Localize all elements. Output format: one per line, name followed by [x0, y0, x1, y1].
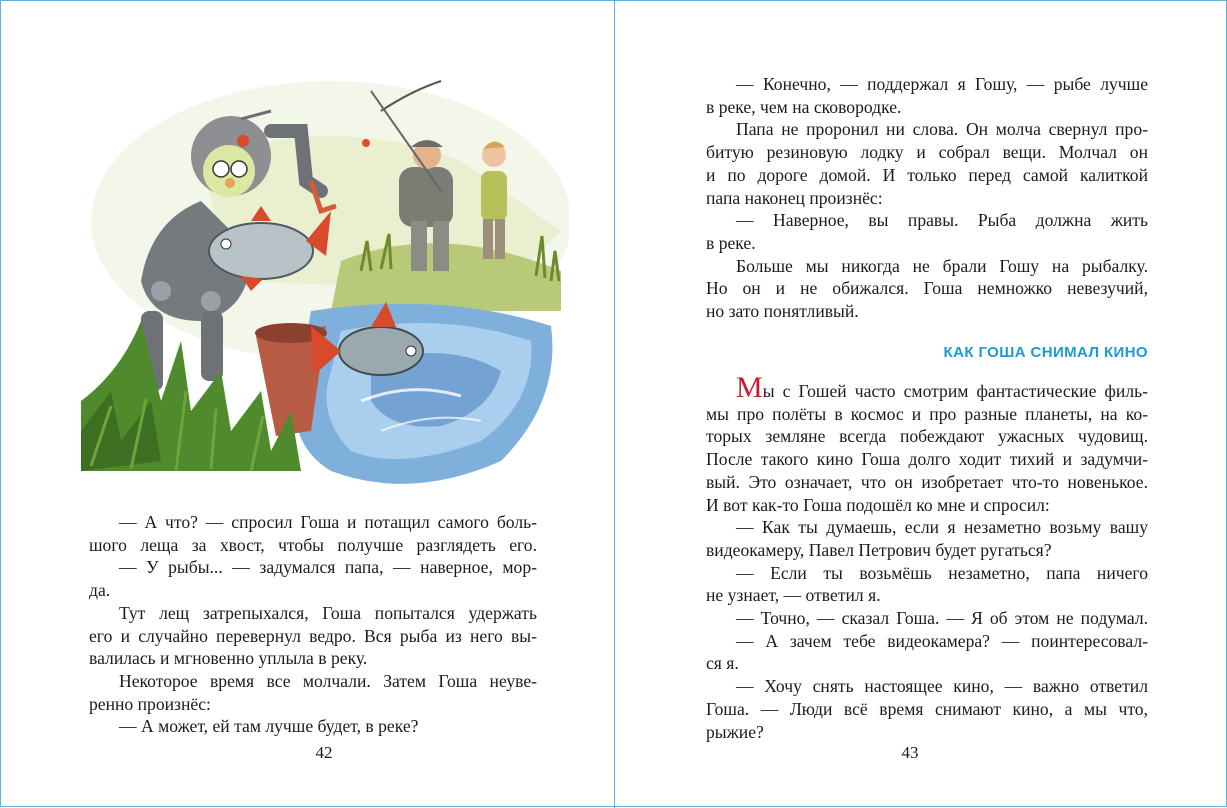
text-line: — А может, ей там лучше будет, в реке?: [119, 716, 419, 737]
first-line-text: ы с Гошей часто смотрим фантастические филь-: [762, 381, 1148, 401]
text-line: его и случайно перевернул ведро. Вся рыба из него вы-: [89, 625, 537, 646]
chapter-title: КАК ГОША СНИМАЛ КИНО: [943, 344, 1148, 361]
text-line: рыжие?: [706, 721, 764, 742]
text-line: Некоторое время все молчали. Затем Гоша неуве-: [119, 670, 537, 691]
text-line: После такого кино Гоша долго ходит тихий и задумчи-: [706, 449, 1148, 470]
text-line: в реке, чем на сковородке.: [706, 96, 902, 117]
text-line: — Наверное, вы правы. Рыба должна жить: [736, 210, 1148, 231]
text-line: — А что? — спросил Гоша и потащил самого боль-: [119, 512, 537, 532]
drop-cap: М: [736, 371, 763, 404]
text-line: мы про полёты в космос и про разные планеты, на ко-: [706, 403, 1148, 424]
right-page-text-top: [706, 73, 1148, 323]
text-line: видеокамеру, Павел Петрович будет ругаться?: [706, 539, 1052, 560]
text-line: вый. Это означает, что он изобретает что-то новенькое.: [706, 471, 1148, 492]
text-line: папа наконец произнёс:: [706, 187, 883, 208]
text-line: И вот как-то Гоша подошёл ко мне и спросил:: [706, 494, 1050, 515]
text-line: шого леща за хвост, чтобы получше разглядеть его.: [89, 534, 537, 555]
first-line: [706, 371, 1148, 404]
text-line: да.: [89, 580, 111, 601]
text-line: ренно произнёс:: [89, 693, 211, 714]
text-line: ся я.: [706, 653, 739, 674]
text-line: — Точно, — сказал Гоша. — Я об этом не подумал.: [736, 608, 1148, 629]
left-page-text: [89, 511, 537, 738]
text-line: но зато понятливый.: [706, 301, 859, 322]
page-number: 42: [315, 743, 333, 762]
text-line: не узнает, — ответил я.: [706, 585, 881, 606]
right-page-text-bottom: [706, 371, 1148, 743]
text-line: и по дороге домой. И только перед самой калиткой: [706, 164, 1148, 185]
text-line: — У рыбы... — задумался папа, — наверное, мор-: [119, 557, 537, 578]
text-line: — Хочу снять настоящее кино, — важно ответил: [736, 676, 1148, 697]
text-line: битую резиновую лодку и собрал вещи. Молчал он: [706, 142, 1148, 163]
text-line: Тут лещ затрепыхался, Гоша попытался удержать: [119, 602, 537, 623]
text-line: Но он и не обижался. Гоша немножко невезучий,: [706, 278, 1148, 299]
text-line: — Конечно, — поддержал я Гошу, — рыбе лучше: [736, 74, 1148, 94]
illustration-robot-fishing: [81, 71, 569, 501]
left-page: [1, 1, 614, 808]
right-page: [615, 1, 1227, 808]
text-line: торых земляне всегда побеждают ужасных чудовищ.: [706, 426, 1148, 447]
text-line: Папа не проронил ни слова. Он молча свернул про-: [736, 119, 1148, 140]
text-line: в реке.: [706, 232, 756, 253]
text-line: валилась и мгновенно уплыла в реку.: [89, 648, 368, 669]
page-number: 43: [901, 743, 919, 762]
text-line: — Если ты возьмёшь незаметно, папа ничего: [736, 562, 1148, 583]
text-line: Больше мы никогда не брали Гошу на рыбалку.: [736, 255, 1148, 276]
text-line: Гоша. — Люди всё время снимают кино, а мы что,: [706, 698, 1148, 719]
text-line: — А зачем тебе видеокамера? — поинтересовал-: [736, 630, 1148, 651]
text-line: — Как ты думаешь, если я незаметно возьму вашу: [736, 517, 1148, 538]
